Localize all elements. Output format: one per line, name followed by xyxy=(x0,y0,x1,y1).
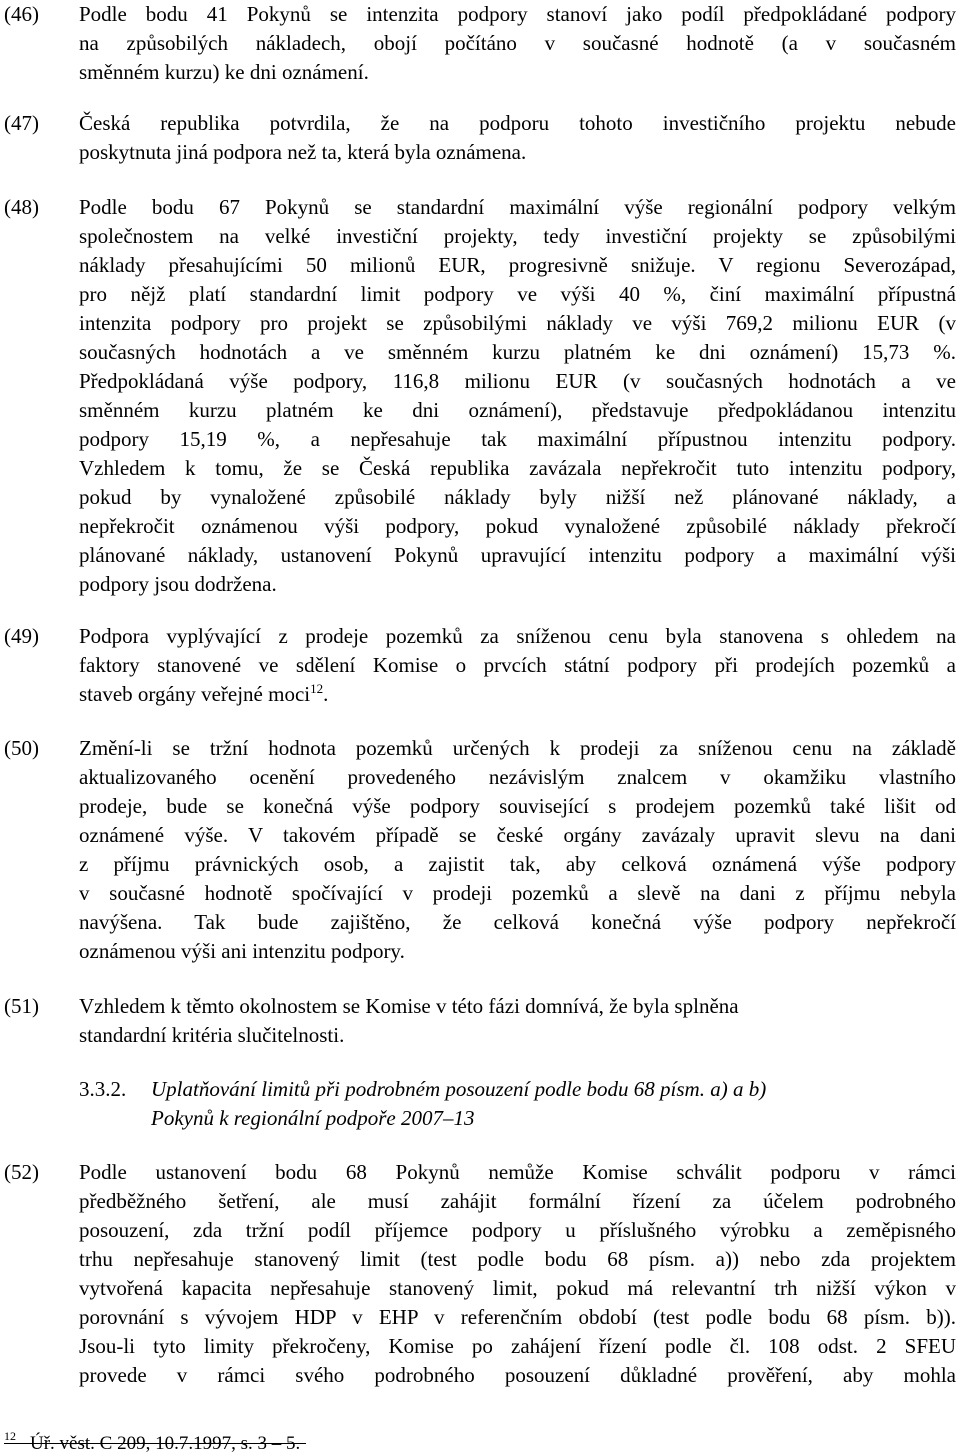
text-line: oznámené výše. V takovém případě se české orgány zavázaly upravit slevu na dani xyxy=(79,823,956,847)
text-line: Uplatňování limitů při podrobném posouzení podle bodu 68 písm. a) a b) xyxy=(151,1077,767,1101)
paragraph-52 xyxy=(4,1158,956,1390)
text-line: oznámenou výši ani intenzitu podpory. xyxy=(79,939,405,963)
section-number: 3.3.2. xyxy=(79,1077,127,1101)
text-segment: . xyxy=(323,682,329,706)
paragraph-48 xyxy=(4,193,956,599)
text-line: Pokynů k regionální podpoře 2007–13 xyxy=(151,1106,475,1130)
paragraph-text xyxy=(79,622,956,709)
text-line: trhu nepřesahuje stanovený limit (test podle bodu 68 písm. a)) nebo zda projektem xyxy=(79,1247,956,1271)
paragraph-46 xyxy=(4,0,956,87)
paragraph-49 xyxy=(4,622,956,709)
footnote-reference[interactable]: 12 xyxy=(310,681,324,696)
text-line: z příjmu právnických osob, a zajistit tak, aby celková oznámená výše podpory xyxy=(79,852,956,876)
text-line: na způsobilých nákladech, obojí počítáno v současné hodnotě (a v současném xyxy=(79,31,956,55)
text-line: Vzhledem k těmto okolnostem se Komise v této fázi domnívá, že byla splněna xyxy=(79,994,739,1018)
text-line: Změní-li se tržní hodnota pozemků určených k prodeji za sníženou cenu na základě xyxy=(79,736,956,760)
paragraph-text xyxy=(79,992,956,1050)
footnote-text: Úř. věst. C 209, 10.7.1997, s. 3 – 5. xyxy=(30,1433,301,1454)
paragraph-text xyxy=(79,193,956,599)
text-line: pro nějž platí standardní limit podpory ve výši 40 %, činí maximální přípustná xyxy=(79,282,956,306)
text-line: pokud by vynaložené způsobilé náklady byly nižší než plánované náklady, a xyxy=(79,485,956,509)
text-line: Podle ustanovení bodu 68 Pokynů nemůže Komise schválit podporu v rámci xyxy=(79,1160,956,1184)
text-line: Podle bodu 41 Pokynů se intenzita podpory stanoví jako podíl předpokládané podpory xyxy=(79,2,956,26)
text-line: společnostem na velké investiční projekty, tedy investiční projekty se způsobilými xyxy=(79,224,956,248)
paragraph-50 xyxy=(4,734,956,966)
text-line: provede v rámci svého podrobného posouzení důkladné prověření, aby mohla xyxy=(79,1363,956,1387)
text-line: Podle bodu 67 Pokynů se standardní maximální výše regionální podpory velkým xyxy=(79,195,956,219)
text-line: posouzení, zda tržní podíl příjemce podpory u příslušného výrobku a zeměpisného xyxy=(79,1218,956,1242)
text-line: faktory stanovené ve sdělení Komise o prvcích státní podpory při prodejích pozemků a xyxy=(79,653,956,677)
text-line: směnném kurzu platném ke dni oznámení), představuje předpokládanou intenzitu xyxy=(79,398,956,422)
text-line: Vzhledem k tomu, že se Česká republika zavázala nepřekročit tuto intenzitu podpory, xyxy=(79,456,956,480)
text-line: podpory 15,19 %, a nepřesahuje tak maximální přípustnou intenzitu podpory. xyxy=(79,427,956,451)
text-line: porovnání s vývojem HDP v EHP v referenčním období (test podle bodu 68 písm. b)). xyxy=(79,1305,956,1329)
paragraph-text xyxy=(79,1158,956,1390)
text-line: Česká republika potvrdila, že na podporu tohoto investičního projektu nebude xyxy=(79,111,956,135)
text-line: poskytnuta jiná podpora než ta, která byla oznámena. xyxy=(79,140,527,164)
text-line: Předpokládaná výše podpory, 116,8 milionu EUR (v současných hodnotách a ve xyxy=(79,369,956,393)
paragraph-51 xyxy=(4,992,956,1050)
paragraph-number: (51) xyxy=(4,994,39,1018)
text-line: prodeje, bude se konečná výše podpory související s prodejem pozemků také lišit od xyxy=(79,794,956,818)
text-line: nepřekročit oznámenou výši podpory, pokud vynaložené způsobilé náklady překročí xyxy=(79,514,956,538)
text-line: aktualizovaného ocenění provedeného nezávislým znalcem v okamžiku vlastního xyxy=(79,765,956,789)
section-title xyxy=(151,1075,956,1133)
paragraph-47 xyxy=(4,109,956,167)
text-line: současných hodnotách a ve směnném kurzu platném ke dni oznámení) 15,73 %. xyxy=(79,340,956,364)
text-line: vytvořená kapacita nepřesahuje stanovený limit, pokud má relevantní trh nižší výkon v xyxy=(79,1276,956,1300)
text-line: Jsou-li tyto limity překročeny, Komise po zahájení řízení podle čl. 108 odst. 2 SFEU xyxy=(79,1334,956,1358)
paragraph-number: (49) xyxy=(4,624,39,648)
text-line: plánované náklady, ustanovení Pokynů upravující intenzitu podpory a maximální výši xyxy=(79,543,956,567)
text-line: Podpora vyplývající z prodeje pozemků za sníženou cenu byla stanovena s ohledem na xyxy=(79,624,956,648)
footnote-mark: 12 xyxy=(4,1429,16,1443)
paragraph-number: (46) xyxy=(4,2,39,26)
paragraph-text xyxy=(79,109,956,167)
section-heading xyxy=(79,1075,956,1133)
footnote xyxy=(4,1429,301,1456)
text-line: náklady přesahujícími 50 milionů EUR, progresivně snižuje. V regionu Severozápad, xyxy=(79,253,956,277)
paragraph-text xyxy=(79,0,956,87)
text-line: v současné hodnotě spočívající v prodeji pozemků a slevě na dani z příjmu nebyla xyxy=(79,881,956,905)
text-line: intenzita podpory pro projekt se způsobilými náklady ve výši 769,2 milionu EUR (v xyxy=(79,311,956,335)
paragraph-number: (48) xyxy=(4,195,39,219)
text-segment: staveb orgány veřejné moci xyxy=(79,682,311,706)
text-line: standardní kritéria slučitelnosti. xyxy=(79,1023,345,1047)
paragraph-number: (47) xyxy=(4,111,39,135)
text-line: navýšena. Tak bude zajištěno, že celková konečná výše podpory nepřekročí xyxy=(79,910,956,934)
paragraph-number: (52) xyxy=(4,1160,39,1184)
text-line: podpory jsou dodržena. xyxy=(79,572,277,596)
paragraph-text xyxy=(79,734,956,966)
text-line: předběžného šetření, ale musí zahájit formální řízení za účelem podrobného xyxy=(79,1189,956,1213)
text-line: směnném kurzu) ke dni oznámení. xyxy=(79,60,369,84)
paragraph-number: (50) xyxy=(4,736,39,760)
text-line xyxy=(79,680,956,709)
